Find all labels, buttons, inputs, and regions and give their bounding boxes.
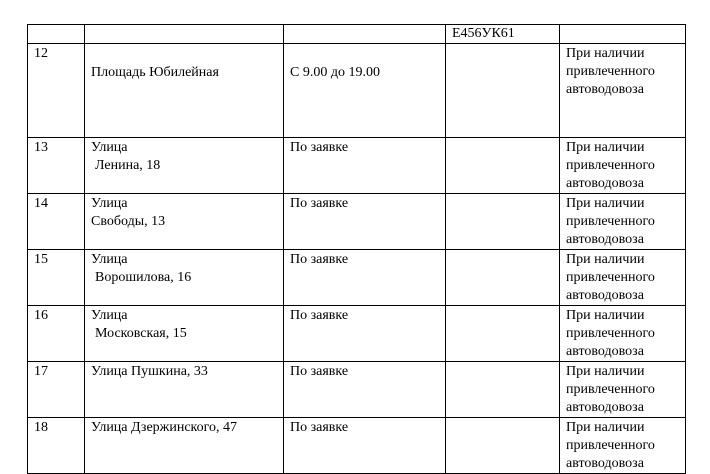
cell-time-empty: [284, 25, 446, 44]
note-line: автоводовоза: [566, 82, 644, 97]
row-number: 15: [28, 250, 85, 306]
cell-note-empty: [560, 25, 686, 44]
table-row: [28, 362, 686, 418]
note-line: привлеченного: [566, 64, 655, 79]
note-line: автоводовоза: [566, 288, 644, 303]
address-cell: [85, 250, 284, 306]
row-number: 16: [28, 306, 85, 362]
note-line: привлеченного: [566, 214, 655, 229]
vehicle-cell: [446, 418, 560, 474]
cell-address-empty: [85, 25, 284, 44]
address-cell: [85, 138, 284, 194]
note-cell: [560, 194, 686, 250]
note-cell: [560, 306, 686, 362]
schedule-cell: По заявке: [284, 362, 446, 418]
schedule-cell: По заявке: [284, 418, 446, 474]
table-row: [28, 44, 686, 138]
address-line: Улица: [91, 252, 128, 267]
note-line: автоводовоза: [566, 176, 644, 191]
address-line: Улица: [91, 140, 128, 155]
address-line: Площадь Юбилейная: [91, 65, 219, 80]
address-line: Свободы, 13: [91, 214, 166, 229]
schedule-cell: С 9.00 до 19.00: [284, 44, 446, 138]
note-cell: [560, 362, 686, 418]
address-cell: [85, 306, 284, 362]
table-row: [28, 194, 686, 250]
table-row: [28, 418, 686, 474]
address-line: Улица Пушкина, 33: [91, 364, 208, 379]
vehicle-cell: [446, 250, 560, 306]
schedule-cell: По заявке: [284, 250, 446, 306]
note-line: автоводовоза: [566, 400, 644, 415]
note-cell: [560, 44, 686, 138]
address-line: Улица: [91, 308, 128, 323]
note-line: автоводовоза: [566, 344, 644, 359]
table-row-top: [28, 25, 686, 44]
address-cell: [85, 194, 284, 250]
note-line: автоводовоза: [566, 232, 644, 247]
row-number: 18: [28, 418, 85, 474]
row-number: 13: [28, 138, 85, 194]
note-line: привлеченного: [566, 158, 655, 173]
vehicle-cell: [446, 138, 560, 194]
note-cell: [560, 138, 686, 194]
table-row: [28, 250, 686, 306]
address-line: Ленина, 18: [95, 158, 161, 173]
note-line: При наличии: [566, 252, 645, 267]
address-line: Московская, 15: [95, 326, 187, 341]
address-line: Улица Дзержинского, 47: [91, 420, 238, 435]
note-line: При наличии: [566, 420, 645, 435]
address-cell: [85, 44, 284, 138]
address-cell: [85, 362, 284, 418]
address-line: Ворошилова, 16: [95, 270, 192, 285]
schedule-cell: По заявке: [284, 138, 446, 194]
vehicle-cell: [446, 306, 560, 362]
note-line: При наличии: [566, 364, 645, 379]
note-line: привлеченного: [566, 326, 655, 341]
table-row: [28, 138, 686, 194]
note-line: При наличии: [566, 46, 645, 61]
note-line: При наличии: [566, 140, 645, 155]
schedule-cell: По заявке: [284, 194, 446, 250]
note-cell: [560, 418, 686, 474]
cell-num-empty: [28, 25, 85, 44]
note-cell: [560, 250, 686, 306]
note-line: привлеченного: [566, 270, 655, 285]
note-line: автоводовоза: [566, 456, 644, 471]
note-line: привлеченного: [566, 438, 655, 453]
vehicle-cell: [446, 194, 560, 250]
note-line: При наличии: [566, 196, 645, 211]
address-line: Улица: [91, 196, 128, 211]
row-number: 14: [28, 194, 85, 250]
address-cell: [85, 418, 284, 474]
row-number: 12: [28, 44, 85, 138]
note-line: привлеченного: [566, 382, 655, 397]
table-row: [28, 306, 686, 362]
note-line: При наличии: [566, 308, 645, 323]
water-supply-table: [27, 24, 686, 474]
vehicle-cell: [446, 362, 560, 418]
schedule-cell: По заявке: [284, 306, 446, 362]
vehicle-cell: [446, 44, 560, 138]
row-number: 17: [28, 362, 85, 418]
vehicle-number-cell: Е456УК61: [446, 25, 560, 44]
